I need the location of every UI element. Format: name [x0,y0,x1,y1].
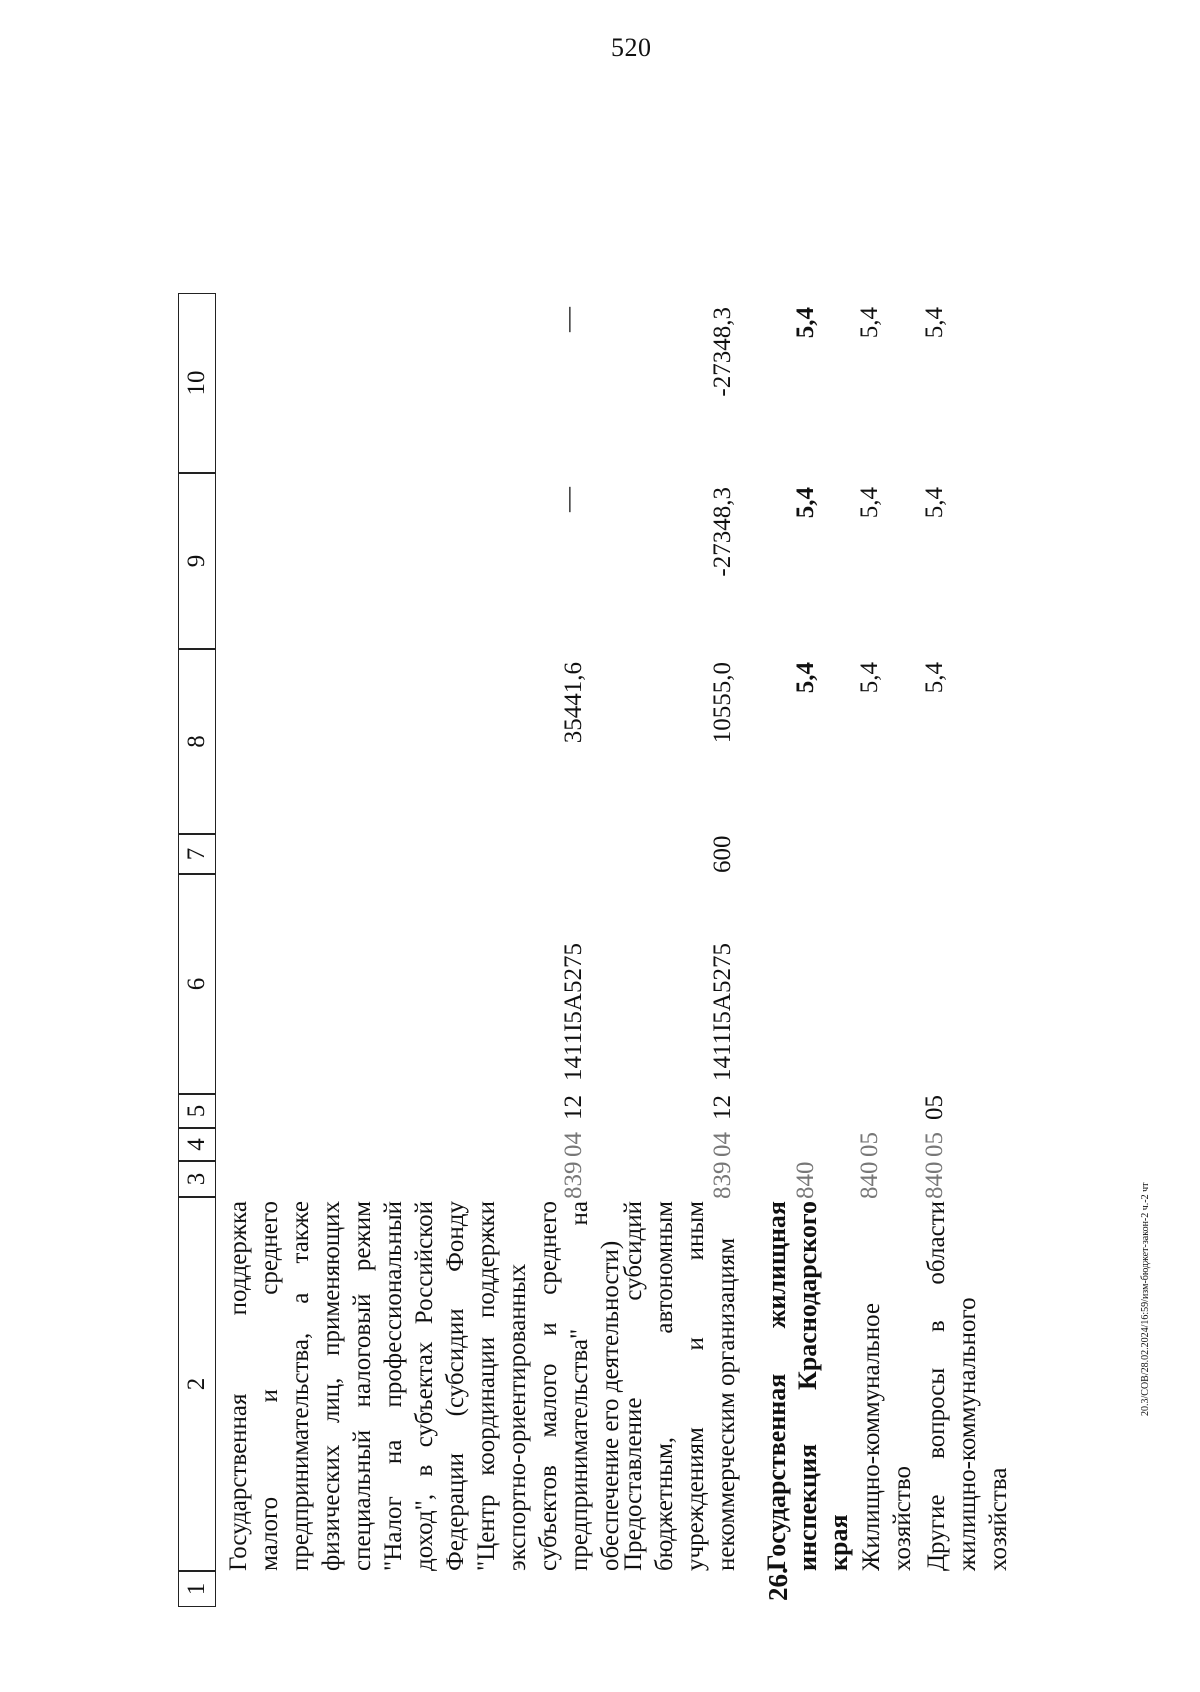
row-2-c5: 12 [709,1095,736,1120]
row-2-c6: 1411I5A5275 [709,943,736,1081]
row-1-c6: 1411I5A5275 [560,943,587,1081]
row-5-c4: 05 [921,1132,948,1157]
header-col-7: 7 [178,834,216,874]
row-2-c3: 839 [709,1161,736,1199]
page-number: 520 [611,33,652,62]
header-col-2: 2 [178,1197,216,1571]
header-col-10: 10 [178,293,216,473]
row-2-c10: -27348,3 [709,307,736,397]
row-5-c3: 840 [921,1161,948,1199]
row-2-c7: 600 [709,835,736,873]
row-3-c8: 5,4 [792,662,819,694]
row-1-c9: — [555,487,582,512]
row-2-name: Предоставление субсидий бюджетным, автономным учреждениям и иным некоммерческим организациям [620,1201,740,1571]
header-col-8: 8 [178,649,216,834]
rotated-table [178,107,1058,1607]
row-2-c9: -27348,3 [709,487,736,577]
row-5-c8: 5,4 [921,662,948,694]
row-4-c10: 5,4 [856,307,883,339]
row-2-c8: 10555,0 [709,662,736,744]
row-3-name: Государственная жилищная инспекция Краснодарского края [762,1201,853,1571]
row-3-number: 26. [763,1567,793,1601]
row-1-c3: 839 [560,1161,587,1199]
row-3-c10: 5,4 [792,307,819,339]
header-col-1: 1 [178,1571,216,1607]
row-1-c5: 12 [560,1095,587,1120]
row-3-c3: 840 [792,1161,819,1199]
footer-doc-id: 20.3/СОВ/28.02.2024/16:59/изм-бюджет-закон-2 ч.-2 чт [1140,1182,1151,1416]
row-5-c10: 5,4 [921,307,948,339]
row-4-name: Жилищно-коммунальное хозяйство [858,1303,916,1571]
header-col-4: 4 [178,1128,216,1161]
row-1-c4: 04 [560,1132,587,1157]
header-col-9: 9 [178,473,216,649]
row-2-c4: 04 [709,1132,736,1157]
row-4-c3: 840 [856,1161,883,1199]
row-1-c8: 35441,6 [560,662,587,744]
row-5-c5: 05 [921,1095,948,1120]
header-col-3: 3 [178,1161,216,1197]
row-4-c9: 5,4 [856,487,883,519]
header-col-6: 6 [178,874,216,1094]
row-3-c9: 5,4 [792,487,819,519]
row-1-name: Государственная поддержка малого и среднего предпринимательства, а также физических лиц, применяющих специальный налоговый режим "Налог на профессиональный доход", в субъектах Российской Федерации (субсидии Фонду "Центр координации поддержки экспортно-ориентированных субъектов малого и среднего предпринимательства" на обеспечение его деятельности) [225,1201,624,1571]
row-5-name: Другие вопросы в области жилищно-коммунального хозяйства [923,1201,1012,1571]
header-col-5: 5 [178,1094,216,1128]
row-4-c8: 5,4 [856,662,883,694]
row-5-c9: 5,4 [921,487,948,519]
row-4-c4: 05 [856,1132,883,1157]
row-1-c10: — [555,307,582,332]
